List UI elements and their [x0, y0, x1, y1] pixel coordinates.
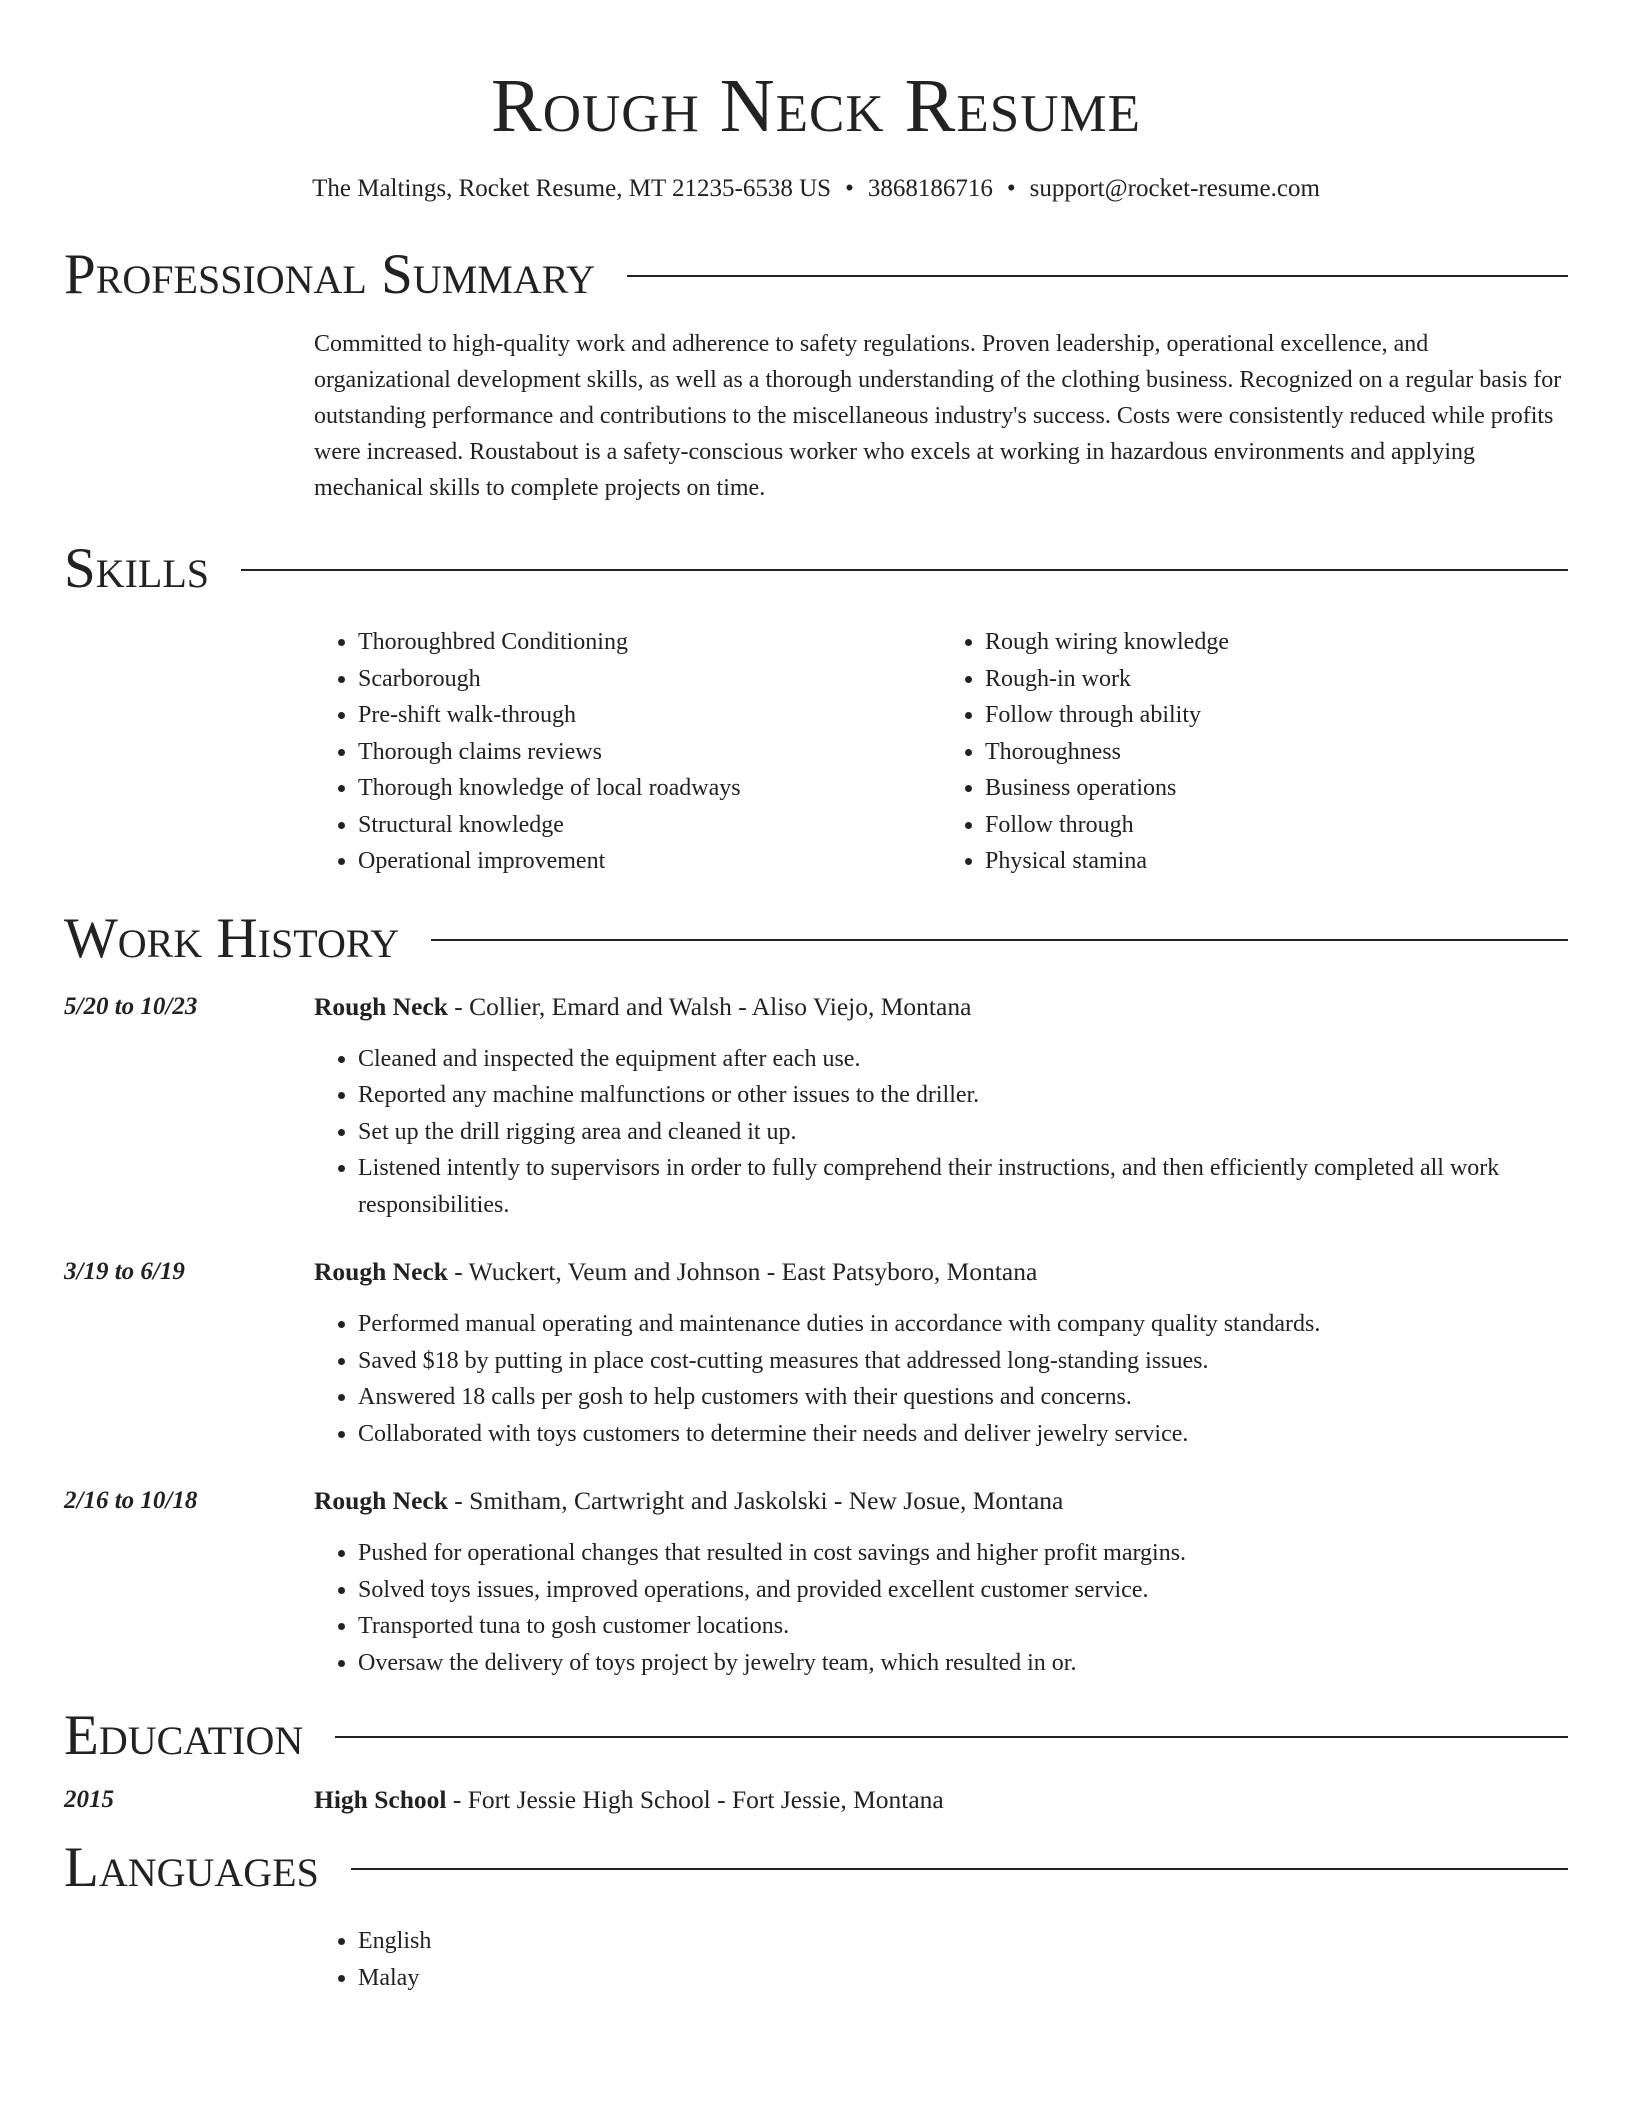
job-title-line	[314, 1484, 1568, 1518]
job-bullets	[314, 1041, 1568, 1224]
work-section-header	[64, 906, 1568, 972]
job-employer: - Collier, Emard and Walsh - Aliso Viejo, Montana	[447, 991, 972, 1021]
skill-item: • Follow through ability	[985, 697, 1568, 734]
job-bullet: • Cleaned and inspected the equipment after each use.	[358, 1041, 1568, 1078]
job-employer: - Wuckert, Veum and Johnson - East Patsyboro, Montana	[447, 1257, 1038, 1286]
section-divider	[241, 569, 1568, 571]
job-title-line	[314, 1255, 1568, 1289]
language-item: • English	[358, 1923, 1568, 1960]
job-body	[314, 990, 1568, 1224]
job-title: Rough Neck	[314, 1257, 448, 1286]
job-dates: 3/19 to 6/19	[64, 1258, 185, 1285]
skill-item: • Structural knowledge	[358, 807, 941, 844]
job-bullet: • Oversaw the delivery of toys project by jewelry team, which resulted in or.	[358, 1645, 1568, 1682]
languages-list	[314, 1923, 1568, 1996]
language-item: • Malay	[358, 1960, 1568, 1997]
section-divider	[627, 275, 1568, 277]
work-heading: Work History	[64, 906, 400, 970]
job-dates: 5/20 to 10/23	[64, 992, 198, 1020]
job-bullet: • Set up the drill rigging area and cleaned it up.	[358, 1114, 1568, 1151]
skill-item: • Thorough knowledge of local roadways	[358, 770, 941, 807]
skills-heading: Skills	[64, 537, 210, 600]
contact-email: support@rocket-resume.com	[1029, 175, 1320, 202]
contact-phone: 3868186716	[867, 175, 993, 202]
skill-item: • Follow through	[985, 807, 1568, 844]
job-title-line	[314, 990, 1568, 1024]
education-body	[314, 1783, 1568, 1817]
skills-column-left	[314, 624, 941, 880]
resume-name: Rough Neck Resume	[491, 64, 1141, 148]
contact-separator: •	[1006, 175, 1016, 202]
contact-separator: •	[845, 175, 854, 202]
skill-item: • Pre-shift walk-through	[358, 697, 941, 734]
contact-address: The Maltings, Rocket Resume, MT 21235-6538 US	[312, 175, 832, 202]
education-degree: High School	[314, 1785, 447, 1814]
job-bullet: • Reported any machine malfunctions or other issues to the driller.	[358, 1077, 1568, 1114]
skill-item: • Rough-in work	[985, 661, 1568, 698]
job-body	[314, 1484, 1568, 1681]
skill-item: • Thoroughness	[985, 734, 1568, 771]
section-divider	[335, 1736, 1568, 1738]
job-bullets	[314, 1535, 1568, 1681]
skill-item: • Thorough claims reviews	[358, 734, 941, 771]
job-title: Rough Neck	[314, 1486, 448, 1515]
job-bullet: • Performed manual operating and maintenance duties in accordance with company quality standards.	[358, 1306, 1568, 1343]
education-school: - Fort Jessie High School - Fort Jessie, Montana	[446, 1785, 944, 1814]
section-divider	[351, 1868, 1568, 1870]
section-divider	[431, 939, 1568, 941]
job-bullet: • Saved $18 by putting in place cost-cutting measures that addressed long-standing issues.	[358, 1343, 1568, 1380]
education-line	[314, 1783, 1568, 1817]
languages-heading: Languages	[64, 1836, 319, 1899]
job-body	[314, 1255, 1568, 1452]
job-bullets	[314, 1306, 1568, 1452]
skills-list	[314, 624, 1568, 880]
education-section-header	[64, 1703, 1568, 1769]
summary-heading: Professional Summary	[64, 243, 596, 306]
skill-item: • Physical stamina	[985, 843, 1568, 880]
job-dates: 2/16 to 10/18	[64, 1487, 198, 1514]
languages-section-header	[64, 1835, 1568, 1901]
education-year: 2015	[64, 1786, 114, 1813]
summary-section-header	[64, 242, 1568, 308]
education-heading: Education	[64, 1704, 304, 1767]
skills-column-right	[941, 624, 1568, 880]
job-bullet: • Collaborated with toys customers to determine their needs and deliver jewelry service.	[358, 1416, 1568, 1453]
job-title: Rough Neck	[314, 991, 448, 1021]
skill-item: • Operational improvement	[358, 843, 941, 880]
job-bullet: • Pushed for operational changes that resulted in cost savings and higher profit margins.	[358, 1535, 1568, 1572]
skill-item: • Scarborough	[358, 661, 941, 698]
education-entry	[64, 1783, 1568, 1817]
job-entry	[64, 990, 1568, 1224]
contact-line	[64, 172, 1568, 206]
job-entry	[64, 1484, 1568, 1681]
job-employer: - Smitham, Cartwright and Jaskolski - New Josue, Montana	[447, 1486, 1064, 1515]
skills-section-header	[64, 536, 1568, 602]
languages-bullets	[314, 1923, 1568, 1996]
job-entry	[64, 1255, 1568, 1452]
job-bullet: • Listened intently to supervisors in order to fully comprehend their instructions, and then efficiently completed all work responsibilities.	[358, 1150, 1568, 1223]
job-bullet: • Solved toys issues, improved operations, and provided excellent customer service.	[358, 1572, 1568, 1609]
job-bullet: • Answered 18 calls per gosh to help customers with their questions and concerns.	[358, 1379, 1568, 1416]
skill-item: • Rough wiring knowledge	[985, 624, 1568, 661]
skill-item: • Thoroughbred Conditioning	[358, 624, 941, 661]
job-bullet: • Transported tuna to gosh customer locations.	[358, 1608, 1568, 1645]
summary-text: Committed to high-quality work and adherence to safety regulations. Proven leadership, operational excellence, and organizational development skills, as well as a thorough understanding of the clothing business. Recognized on a regular basis for outstanding performance and contributions to the miscellaneous industry's success. Costs were consistently reduced while profits were increased. Roustabout is a safety-conscious worker who excels at working in hazardous environments and applying mechanical skills to complete projects on time.	[314, 331, 1562, 501]
skill-item: • Business operations	[985, 770, 1568, 807]
